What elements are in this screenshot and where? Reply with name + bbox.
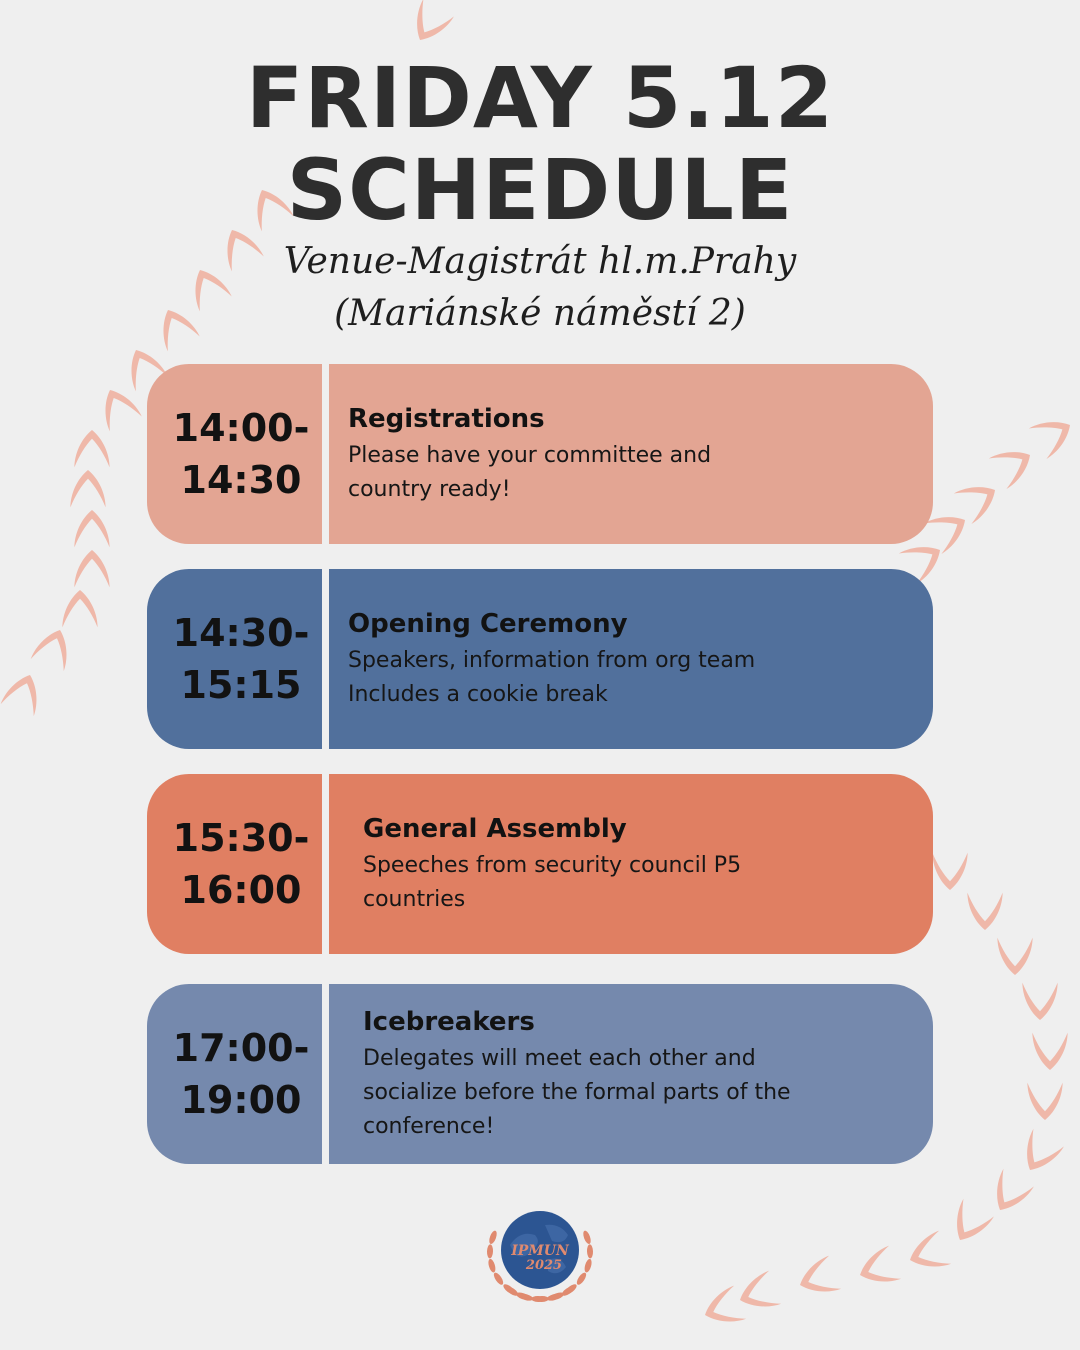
event-details <box>348 364 913 544</box>
laurel-leaf-icon <box>74 510 109 547</box>
laurel-leaf-icon <box>734 1271 781 1317</box>
laurel-leaf-icon <box>989 440 1039 489</box>
venue-name: Venue-Magistrát hl.m.Prahy <box>283 241 797 282</box>
logo-laurel-leaf <box>492 1271 505 1286</box>
event-title: General Assembly <box>363 814 627 844</box>
event-details <box>363 984 913 1164</box>
logo-laurel-leaf <box>587 1244 593 1258</box>
time-end: 14:30 <box>180 458 302 502</box>
laurel-leaf-icon <box>854 1246 901 1292</box>
event-description: Speeches from security council P5 countries <box>363 853 742 912</box>
schedule-card-general-assembly <box>147 774 933 954</box>
time-start: 14:30- <box>172 611 310 655</box>
card-divider <box>322 569 329 749</box>
event-title: Registrations <box>348 404 545 434</box>
time-range <box>147 984 335 1164</box>
logo-laurel-leaf <box>582 1230 592 1245</box>
laurel-leaf-icon <box>699 1286 746 1332</box>
laurel-leaf-icon <box>62 590 97 627</box>
ipmun-logo <box>480 1205 600 1305</box>
logo-laurel-leaf <box>575 1271 588 1286</box>
event-description: Speakers, information from org team Includes a cookie break <box>348 648 756 707</box>
card-divider <box>322 984 329 1164</box>
laurel-leaf-icon <box>967 893 1002 930</box>
laurel-leaf-icon <box>1032 1033 1067 1070</box>
logo-laurel-leaf <box>487 1244 493 1258</box>
schedule-card-opening-ceremony <box>147 569 933 749</box>
schedule-card-registrations <box>147 364 933 544</box>
laurel-leaf-icon <box>405 0 454 49</box>
time-range <box>147 569 335 749</box>
time-end: 15:15 <box>180 663 302 707</box>
laurel-leaf-icon <box>945 1199 994 1249</box>
logo-text-line-2: 2025 <box>525 1258 563 1273</box>
laurel-leaf-icon <box>1027 1083 1062 1120</box>
card-divider <box>322 774 329 954</box>
page-title-line-2: SCHEDULE <box>286 141 794 239</box>
event-title: Icebreakers <box>363 1007 535 1037</box>
time-end: 16:00 <box>180 868 302 912</box>
venue-address: (Mariánské náměstí 2) <box>334 293 746 334</box>
laurel-leaf-icon <box>904 1231 951 1277</box>
page-title-line-1: FRIDAY 5.12 <box>245 49 835 147</box>
time-range <box>147 774 335 954</box>
laurel-leaf-icon <box>1015 1129 1064 1179</box>
laurel-leaf-icon <box>954 475 1004 524</box>
laurel-leaf-icon <box>31 624 77 671</box>
laurel-leaf-icon <box>794 1256 841 1302</box>
event-details <box>363 774 913 954</box>
logo-laurel-leaf <box>487 1258 497 1273</box>
card-divider <box>322 364 329 544</box>
time-start: 15:30- <box>172 816 310 860</box>
laurel-leaf-icon <box>74 430 109 467</box>
time-start: 14:00- <box>172 406 310 450</box>
laurel-leaf-icon <box>932 853 967 890</box>
event-description: Please have your committee and country ready! <box>348 443 712 502</box>
laurel-leaf-icon <box>997 938 1032 975</box>
event-title: Opening Ceremony <box>348 609 628 639</box>
laurel-leaf-icon <box>70 470 105 507</box>
time-end: 19:00 <box>180 1078 302 1122</box>
laurel-leaf-icon <box>74 550 109 587</box>
laurel-leaf-icon <box>1 669 47 716</box>
time-range <box>147 364 335 544</box>
laurel-leaf-icon <box>1029 410 1079 459</box>
time-start: 17:00- <box>172 1026 310 1070</box>
logo-laurel-leaf <box>583 1258 593 1273</box>
schedule-card-icebreakers <box>147 984 933 1164</box>
event-details <box>348 569 913 749</box>
event-description: Delegates will meet each other and socialize before the formal parts of the conference! <box>363 1046 791 1139</box>
laurel-leaf-icon <box>94 383 142 432</box>
laurel-leaf-icon <box>985 1169 1034 1219</box>
laurel-leaf-icon <box>1022 983 1057 1020</box>
logo-text-line-1: IPMUN <box>511 1243 569 1259</box>
logo-laurel-leaf <box>488 1230 498 1245</box>
